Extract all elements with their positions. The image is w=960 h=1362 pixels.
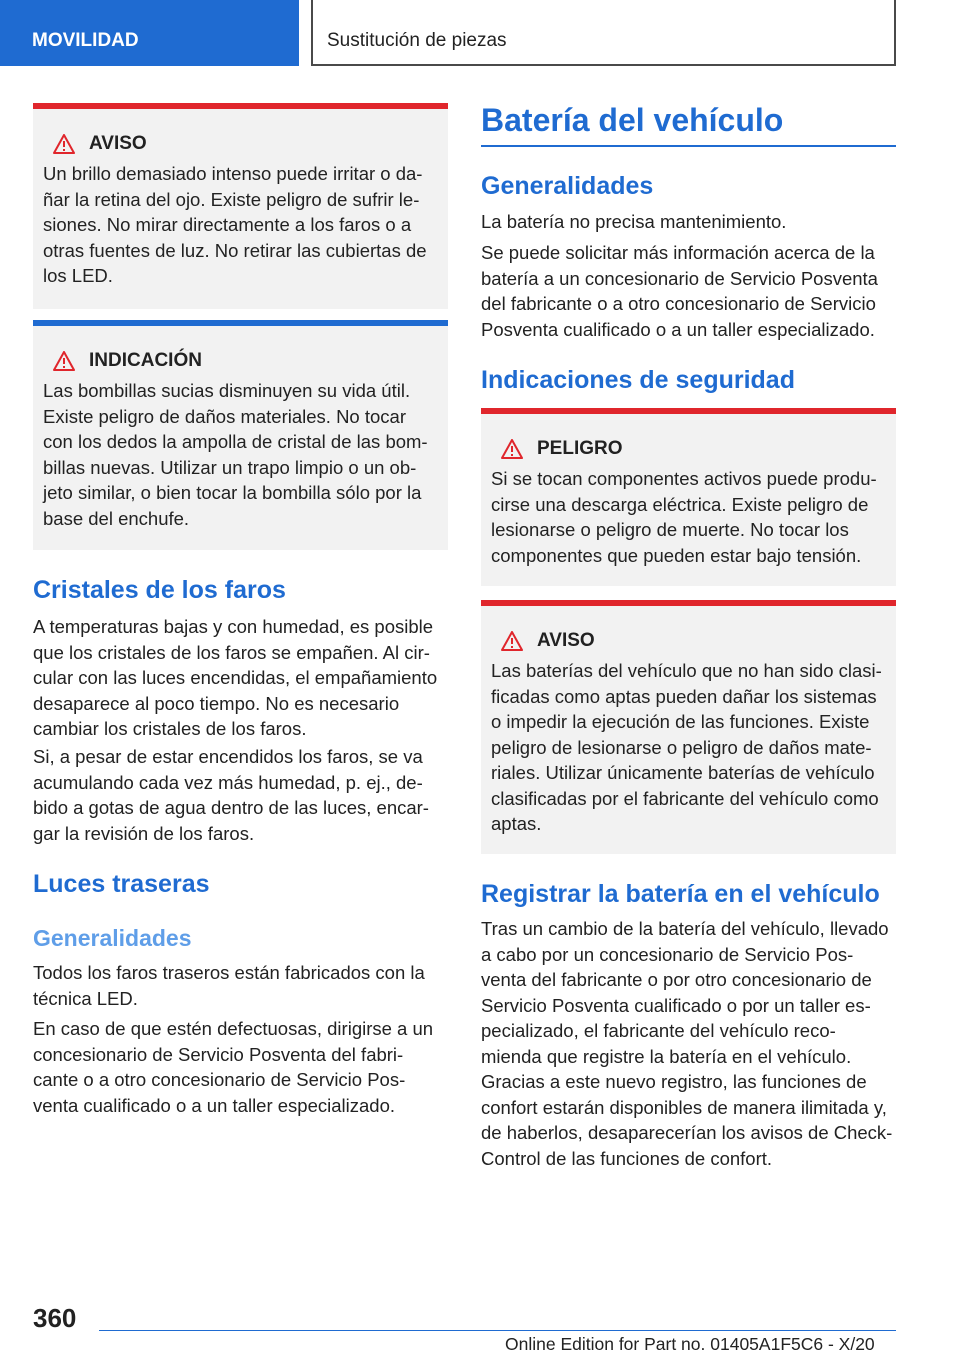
aviso-title-row [43,133,436,155]
aviso-right-text: Las baterías del vehículo que no han sido clasi- ficadas como aptas pueden dañar los sistemas o impedir la ejecución de las funciones. Existe peligro de lesionarse o peligro de daños mate- riales. Utilizar únicamente baterías de vehículo clasificadas por el fabricante del vehículo como aptas. [491,660,882,834]
cristales-paragraph-1: A temperaturas bajas y con humedad, es posible que los cristales de los faros se empañen. Al cir- cular con las luces encendidas, el empañamiento desaparece al poco tiempo. No es necesario cambiar los cristales de los faros. [33,616,438,739]
aviso-right-title: AVISO [537,630,595,651]
indicacion-box [33,320,448,550]
luces-subheading: Generalidades [33,925,192,951]
cristales-heading: Cristales de los faros [33,576,286,604]
luces-heading: Luces traseras [33,870,210,898]
page-title: Batería del vehículo [481,102,784,138]
peligro-box [481,408,896,586]
section-label: MOVILIDAD [32,30,139,51]
registrar-paragraph: Tras un cambio de la batería del vehículo, llevado a cabo por un concesionario de Servicio Pos- venta del fabricante o por otro concesionario de Servicio Posventa cualificado o por un taller es- pecializado, el fabricante del vehículo reco- mienda que registre la batería en el vehículo. Gracias a este nuevo registro, las funciones de confort estarán disponibles de manera ilimitada y, de haberlos, desaparecerían los avisos de Check-Control de las funciones de confort. [481,918,893,1169]
chapter-label: Sustitución de piezas [327,30,507,51]
warning-triangle-icon [501,631,523,651]
luces-paragraph-1: Todos los faros traseros están fabricados con la técnica LED. [33,962,425,1009]
warning-triangle-icon [53,351,75,371]
title-rule [481,145,896,147]
page-number: 360 [33,1303,77,1333]
aviso-text: Un brillo demasiado intenso puede irritar o da- ñar la retina del ojo. Existe peligro de sufrir le- siones. No mirar directamente a los faros o a otras fuentes de luz. No retirar las cubiertas de los LED. [43,163,427,286]
peligro-text: Si se tocan componentes activos puede produ- cirse una descarga eléctrica. Existe peligro de lesionarse o peligro de muerte. No tocar los componentes que pueden estar bajo tensión. [491,468,877,566]
indicacion-text: Las bombillas sucias disminuyen su vida útil. Existe peligro de daños materiales. No tocar con los dedos la ampolla de cristal de las bom- billas nuevas. Utilizar un trapo limpio o un ob- jeto similar, o bien tocar la bombilla sólo por la base del enchufe. [43,380,428,529]
aviso-title: AVISO [89,133,147,154]
generalidades-paragraph-1: La batería no precisa mantenimiento. [481,211,787,232]
edition-text: Online Edition for Part no. 01405A1F5C6 - X/20 [505,1334,875,1354]
seguridad-heading: Indicaciones de seguridad [481,366,795,394]
indicacion-title: INDICACIÓN [89,350,202,371]
warning-triangle-icon [501,439,523,459]
aviso-box-right [481,600,896,854]
section-tab [0,0,299,66]
aviso-box-left [33,103,448,309]
generalidades-paragraph-2: Se puede solicitar más información acerca de la batería a un concesionario de Servicio Posventa del fabricante o a otro concesionario de Servicio Posventa cualificado o a un taller especializado. [481,242,878,340]
cristales-paragraph-2: Si, a pesar de estar encendidos los faros, se va acumulando cada vez más humedad, p. ej., de- bido a gotas de agua dentro de las luces, encar- gar la revisión de los faros. [33,746,429,844]
footer-rule [99,1330,896,1331]
indicacion-title-row [43,350,436,372]
peligro-title: PELIGRO [537,438,623,459]
warning-triangle-icon [53,134,75,154]
generalidades-heading: Generalidades [481,172,654,200]
chapter-tab [311,0,896,66]
aviso-right-title-row [491,630,884,652]
luces-paragraph-2: En caso de que estén defectuosas, dirigirse a un concesionario de Servicio Posventa del fabri- cante o a otro concesionario de Servicio Pos- venta cualificado o a un taller especializado. [33,1018,434,1116]
registrar-heading: Registrar la batería en el vehículo [481,880,880,908]
peligro-title-row [491,438,884,460]
